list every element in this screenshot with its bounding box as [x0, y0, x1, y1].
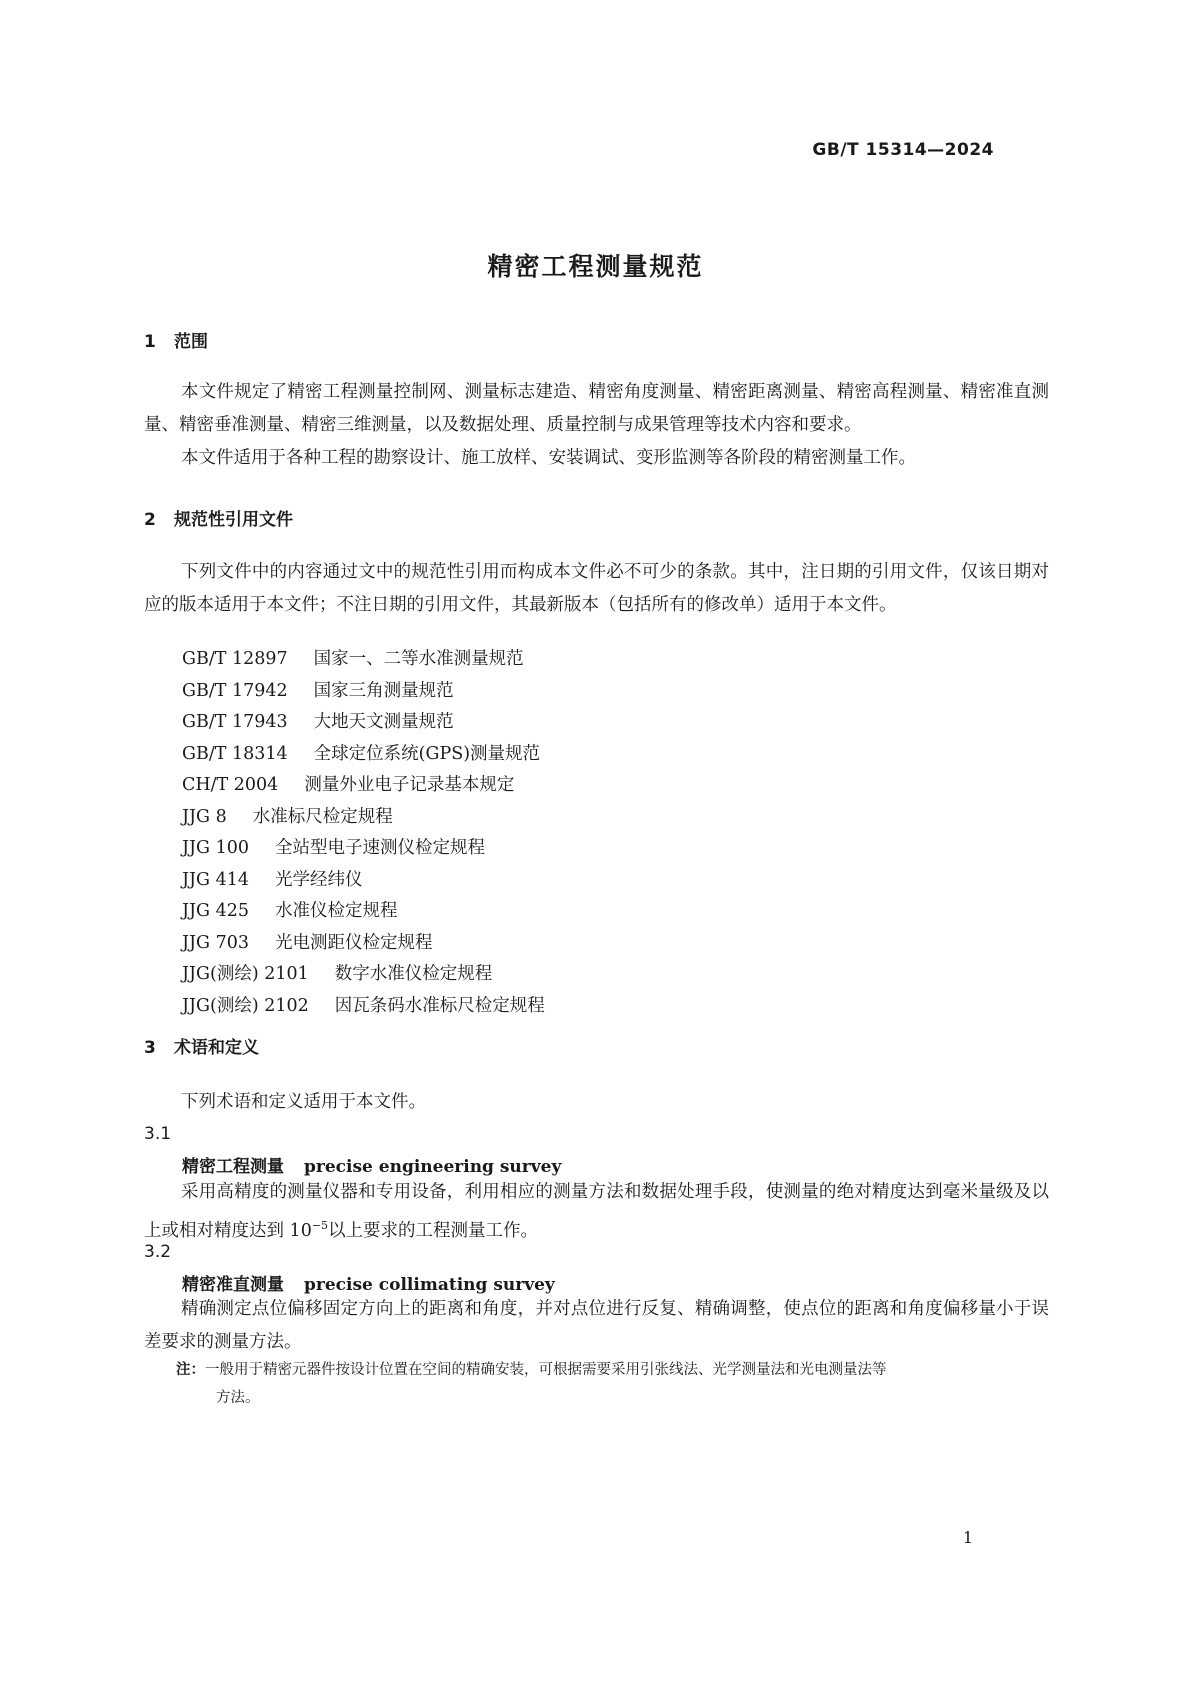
section-title: 术语和定义	[174, 1038, 259, 1058]
definition-text: 以上要求的工程测量工作。	[328, 1220, 539, 1241]
reference-code: JJG(测绘) 2101	[182, 964, 309, 984]
reference-title: 光电测距仪检定规程	[274, 932, 433, 953]
reference-item	[182, 959, 545, 991]
reference-list	[182, 644, 545, 1022]
document-title: 精密工程测量规范	[487, 252, 704, 281]
note-text: 一般用于精密元器件按设计位置在空间的精确安装，可根据需要采用引张线法、光学测量法和光电测量法等	[205, 1362, 887, 1378]
paragraph: 下列术语和定义适用于本文件。	[181, 1092, 426, 1112]
section-title: 范围	[174, 332, 208, 352]
reference-code: JJG 703	[182, 932, 249, 953]
reference-title: 水准仪检定规程	[274, 901, 398, 921]
reference-code: GB/T 12897	[182, 649, 288, 669]
reference-item	[182, 707, 545, 739]
reference-item	[182, 644, 545, 676]
reference-title: 全站型电子速测仪检定规程	[274, 838, 485, 858]
paragraph: 本文件适用于各种工程的勘察设计、施工放样、安装调试、变形监测等各阶段的精密测量工作。	[181, 448, 916, 468]
section-number: 3	[144, 1038, 156, 1058]
paragraph: 本文件规定了精密工程测量控制网、测量标志建造、精密角度测量、精密距离测量、精密高程测量、精密准直测量、精密垂准测量、精密三维测量，以及数据处理、质量控制与成果管理等技术内容和要求。	[144, 382, 1049, 435]
reference-code: JJG 8	[182, 806, 227, 827]
reference-code: JJG 100	[182, 838, 249, 858]
section-number: 1	[144, 332, 156, 352]
definition-text: 采用高精度的测量仪器和专用设备，利用相应的测量方法和数据处理手段，使测量的绝对精度达到毫米量级及以上或相对精度达到 10	[144, 1182, 1049, 1241]
reference-code: GB/T 17943	[182, 712, 288, 732]
reference-code: JJG 414	[182, 869, 249, 890]
reference-code: JJG 425	[182, 901, 249, 921]
term-name-zh: 精密准直测量	[182, 1275, 284, 1295]
paragraph: 下列文件中的内容通过文中的规范性引用而构成本文件必不可少的条款。其中，注日期的引用文件，仅该日期对应的版本适用于本文件；不注日期的引用文件，其最新版本（包括所有的修改单）适用于本文件。	[144, 562, 1049, 615]
standard-number: GB/T 15314—2024	[812, 140, 994, 160]
reference-code: GB/T 17942	[182, 680, 288, 701]
reference-title: 国家三角测量规范	[313, 680, 454, 701]
section-1-heading	[144, 327, 208, 352]
page-number: 1	[962, 1528, 973, 1547]
reference-title: 大地天文测量规范	[313, 712, 454, 732]
reference-item	[182, 739, 545, 771]
term-name-zh: 精密工程测量	[182, 1157, 284, 1177]
reference-item	[182, 676, 545, 708]
term-number: 3.2	[144, 1242, 172, 1262]
section-1-body	[144, 376, 1049, 475]
term-number: 3.1	[144, 1124, 172, 1144]
term-name	[182, 1270, 555, 1295]
reference-code: GB/T 18314	[182, 743, 288, 764]
reference-title: 因瓦条码水准标尺检定规程	[334, 995, 545, 1016]
term-note	[176, 1356, 1046, 1412]
term-definition	[144, 1176, 1049, 1248]
section-2-heading	[144, 505, 293, 530]
section-3-heading	[144, 1033, 259, 1058]
reference-item	[182, 833, 545, 865]
reference-item	[182, 802, 545, 834]
reference-item	[182, 991, 545, 1023]
term-name	[182, 1152, 561, 1177]
reference-item	[182, 770, 545, 802]
reference-item	[182, 865, 545, 897]
term-definition	[144, 1293, 1049, 1359]
section-3-intro	[144, 1086, 1049, 1119]
reference-title: 国家一、二等水准测量规范	[313, 649, 524, 669]
reference-title: 水准标尺检定规程	[252, 806, 393, 827]
term-name-en: precise collimating survey	[304, 1275, 555, 1295]
section-2-intro	[144, 556, 1049, 622]
reference-title: 数字水准仪检定规程	[334, 964, 493, 984]
reference-code: CH/T 2004	[182, 775, 279, 795]
reference-title: 测量外业电子记录基本规定	[304, 775, 515, 795]
exponent: −5	[311, 1219, 329, 1232]
note-label: 注：	[176, 1362, 205, 1378]
definition-text: 精确测定点位偏移固定方向上的距离和角度，并对点位进行反复、精确调整，使点位的距离和角度偏移量小于误差要求的测量方法。	[144, 1299, 1049, 1352]
term-name-en: precise engineering survey	[304, 1157, 562, 1177]
reference-item	[182, 928, 545, 960]
reference-title: 全球定位系统(GPS)测量规范	[313, 743, 541, 764]
reference-title: 光学经纬仪	[274, 869, 363, 890]
reference-code: JJG(测绘) 2102	[182, 995, 309, 1016]
section-title: 规范性引用文件	[174, 510, 293, 530]
section-number: 2	[144, 510, 156, 530]
reference-item	[182, 896, 545, 928]
note-text: 方法。	[216, 1390, 260, 1406]
